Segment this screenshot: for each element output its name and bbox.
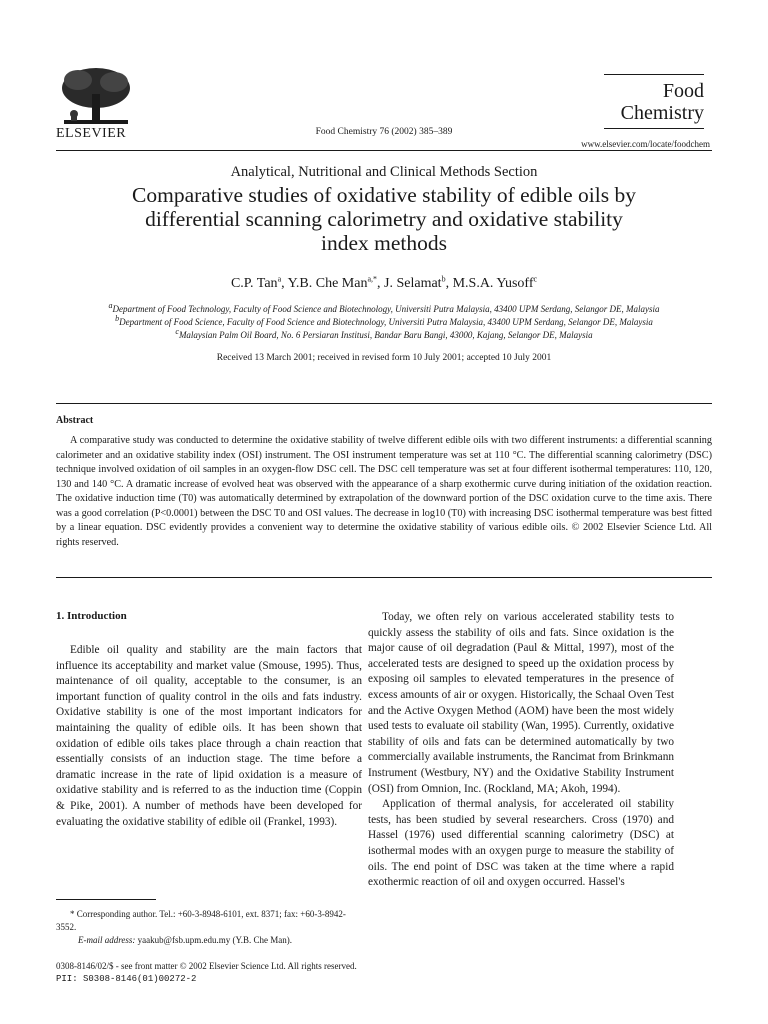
elsevier-tree-logo	[56, 62, 136, 132]
journal-url[interactable]: www.elsevier.com/locate/foodchem	[581, 139, 710, 149]
title-line-2: differential scanning calorimetry and oxidative stability	[145, 207, 623, 231]
journal-rule-top	[604, 74, 704, 75]
corresponding-author: * Corresponding author. Tel.: +60-3-8948-6101, ext. 8371; fax: +60-3-8942-3552.	[56, 909, 346, 932]
journal-name-line1: Food	[662, 80, 704, 102]
abstract-heading: Abstract	[56, 415, 94, 426]
affiliation-b	[56, 314, 712, 327]
left-column	[56, 643, 362, 830]
footnote-rule	[56, 899, 156, 900]
affiliation-text: Department of Food Technology, Faculty of Food Science and Biotechnology, Universiti Putra Malaysia, 43400 UPM Serdang, Selangor DE, Malaysia	[112, 304, 660, 314]
title-line-1: Comparative studies of oxidative stability of edible oils by	[132, 183, 636, 207]
abstract-text: A comparative study was conducted to determine the oxidative stability of twelve different edible oils with two different instruments: a differential scanning calorimeter and an oxidative stability index (OSI) instrument. The OSI instrument temperature was set at 110 °C. The differential scanning calorimetry (DSC) technique involved oxidation of oil samples in an oxygen-flow DSC cell. The DSC cell temperature was set at four different isothermal temperatures: 110, 120, 130 and 140 °C. A dramatic increase of evolved heat was observed with the appearance of a sharp exothermic curve during initiation of the oxidation reaction. The oxidative induction time (T0) was automatically determined by extrapolation of the downward portion of the DSC oxidation curve to the time axis. There was a good correlation (P<0.0001) between the DSC T0 and OSI values. The decrease in log10 (T0) with increasing DSC isothermal temperature was best fitted by a linear equation. DSC evidently provides a convenient way to determine the oxidative stability of various edible oils. © 2002 Elsevier Science Ltd. All rights reserved.	[56, 435, 712, 548]
paragraph: Application of thermal analysis, for accelerated oil stability tests, has been studied by several researchers. Cross (1970) and Hassel (1976) used differential scanning calorimetry (DSC) at isothermal modes with an oxygen purge to measure the stability of oils. The end point of DSC was taken at the time where a rapid exothermic reaction of oil and oxygen occurred. Hassel's	[368, 798, 674, 889]
section-heading-introduction: 1. Introduction	[56, 610, 127, 622]
pii-line: PII: S0308-8146(01)00272-2	[56, 974, 197, 984]
publisher-name: ELSEVIER	[56, 126, 127, 141]
right-column	[368, 610, 674, 891]
author-name: J. Selamat	[384, 276, 442, 291]
header-rule	[56, 150, 712, 151]
author-name: C.P. Tan	[230, 276, 278, 291]
author-sup: a	[277, 274, 282, 284]
journal-name-line2: Chemistry	[620, 102, 704, 124]
paper-title	[100, 183, 668, 255]
copyright-line: 0308-8146/02/$ - see front matter © 2002 Elsevier Science Ltd. All rights reserved.	[56, 961, 357, 971]
affiliation-text: Department of Food Science, Faculty of Food Science and Biotechnology, Universiti Putra Malaysia, 43400 UPM Serdang, Selangor DE, Malaysia	[119, 317, 653, 327]
abstract-rule-top	[56, 403, 712, 404]
author-name: M.S.A. Yusoff	[452, 276, 534, 291]
author-sup: c	[533, 274, 538, 284]
author-sup: b	[441, 274, 446, 284]
affiliation-sup: c	[175, 327, 179, 336]
affiliation-a	[56, 301, 712, 314]
paragraph: Today, we often rely on various accelerated stability tests to quickly assess the stability of oils and fats. Since oxidation is the major cause of oil degradation (Paul & Mittal, 1997), most of the accelerated tests are designed to speed up the oxidation process by exposing oil samples to elevated temperatures in the presence of excess amounts of air or oxygen. Historically, the Schaal Oven Test and the Active Oxygen Method (AOM) have been the most widely used tests to evaluate oil stability (Wan, 1995). Currently, oxidative stability of oils and fats can be determined automatically by two commercially available instruments, the Rancimat from Brinkmann Instrument (Westbury, NY) and the Oxidative Stability Instrument (OSI) from Omnion, Inc. (Rockland, MA; Akoh, 1994).	[368, 611, 674, 795]
affiliation-c	[56, 327, 712, 340]
affiliation-sup: a	[108, 301, 113, 310]
title-line-3: index methods	[321, 231, 447, 255]
email-line	[56, 934, 362, 947]
email-address[interactable]: yaakub@fsb.upm.edu.my (Y.B. Che Man).	[137, 935, 293, 945]
footnote	[56, 908, 362, 947]
email-label: E-mail address:	[78, 935, 136, 945]
received-dates: Received 13 March 2001; received in revised form 10 July 2001; accepted 10 July 2001	[216, 353, 552, 363]
front-matter	[56, 960, 357, 986]
section-label: Analytical, Nutritional and Clinical Methods Section	[230, 164, 538, 180]
paragraph: Edible oil quality and stability are the main factors that influence its acceptability and market value (Smouse, 1995). Thus, maintenance of oil quality, acceptable to the consumer, is an important function of quality control in the oils and fats industry. Oxidative stability is one of the most important indicators for maintaining the quality of edible oils. It has been shown that oxidation of edible oils takes place through a chain reaction that essentially consists of an induction stage. The time before a dramatic increase in the rate of lipid oxidation is a measure of oxidative stability and is referred to as the induction time (Coppin & Pike, 2001). A number of methods have been developed for evaluating the oxidative stability of edible oil (Frankel, 1993).	[56, 644, 362, 828]
abstract-rule-bottom	[56, 577, 712, 578]
journal-name	[621, 80, 704, 124]
journal-citation: Food Chemistry 76 (2002) 385–389	[315, 127, 453, 137]
author-name: Y.B. Che Man	[287, 276, 368, 291]
affiliation-sup: b	[115, 314, 120, 323]
author-list: C.P. Tan$^a$, Y.B. Che Man$^{a,*}$, J. Selamat$^b$, M.S.A. Yusoff$^c$	[230, 274, 538, 291]
affiliation-text: Malaysian Palm Oil Board, No. 6 Persiaran Institusi, Bandar Baru Bangi, 43000, Kajang, Selangor DE, Malaysia	[178, 330, 593, 340]
journal-rule-bottom	[604, 128, 704, 129]
author-sup: a,*	[367, 274, 378, 284]
